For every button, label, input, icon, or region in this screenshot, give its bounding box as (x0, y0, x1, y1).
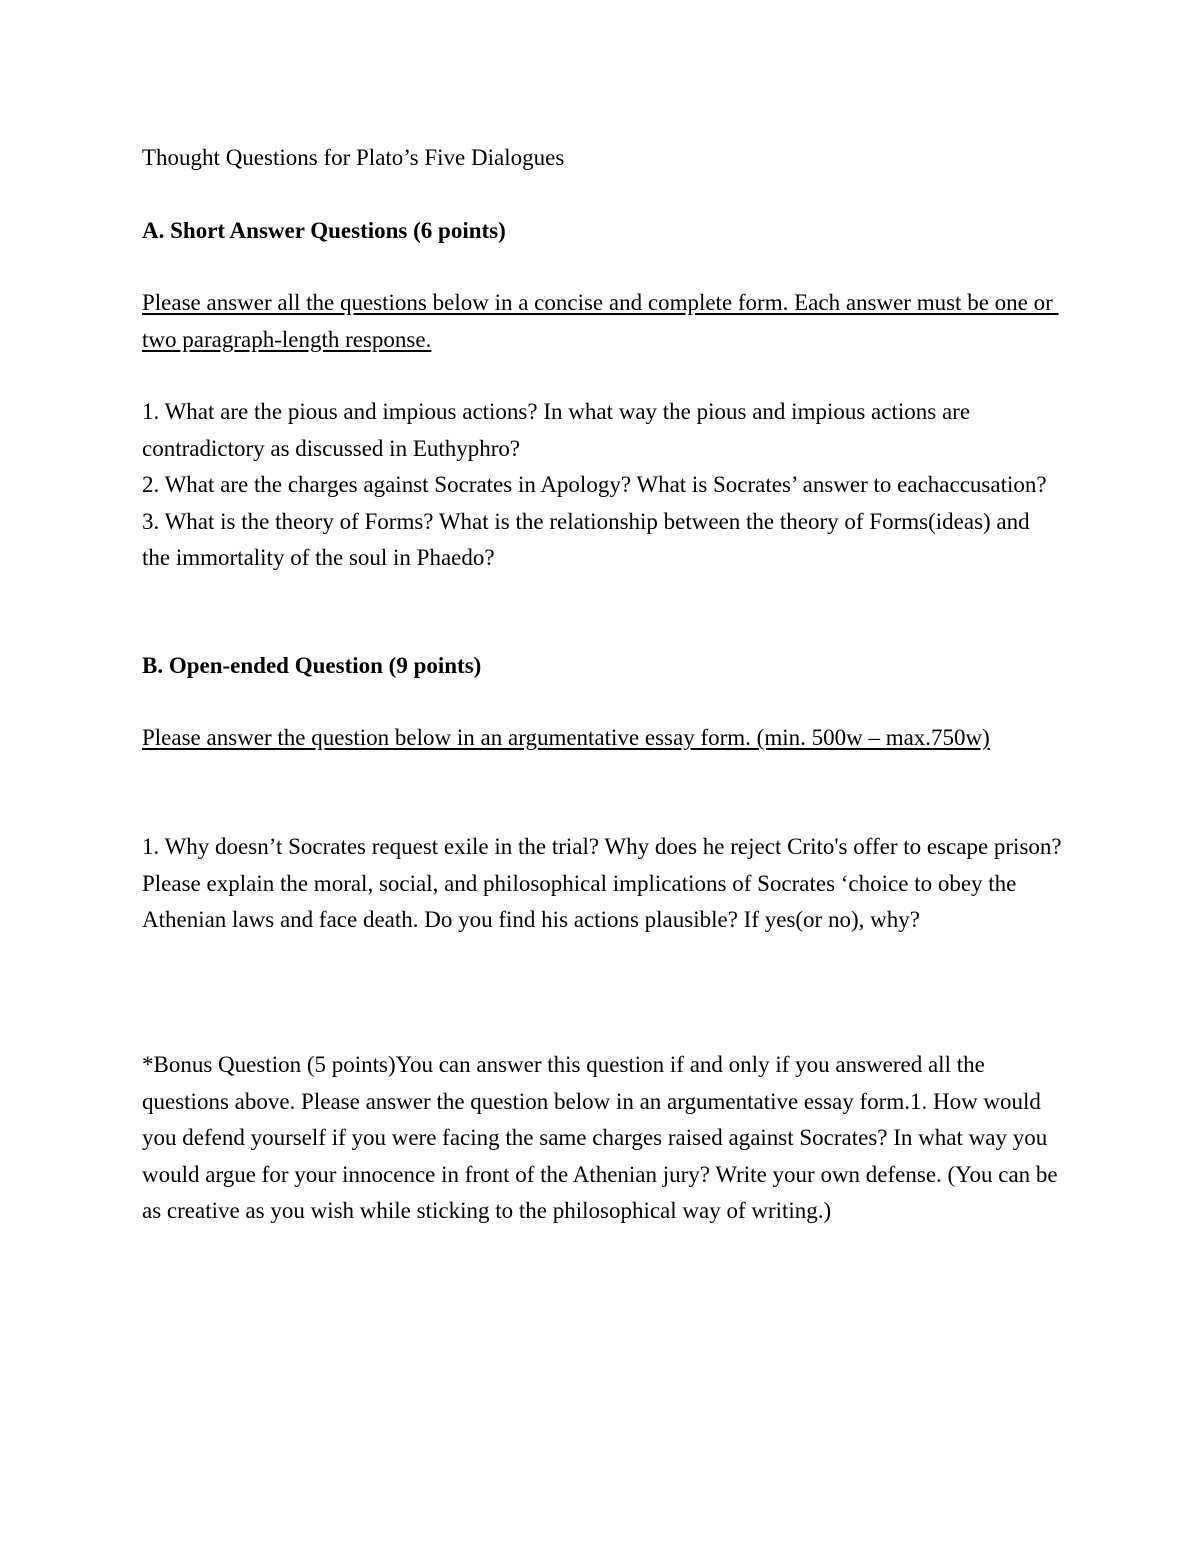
section-b-heading: B. Open-ended Question (9 points) (142, 653, 482, 678)
section-b-question: 1. Why doesn’t Socrates request exile in the trial? Why does he reject Crito's offer to escape prison? Please explain the moral, social, and philosophical implications of Socrates ‘choice to obey the Athenian laws and face death. Do you find his actions plausible? If yes(or no), why? (142, 834, 1068, 932)
section-a-questions: 1. What are the pious and impious actions? In what way the pious and impious actions are contradictory as discussed in Euthyphro? 2. What are the charges against Socrates in Apology? What is Socrates’ answer to eachaccusation?3. What is the theory of Forms? What is the relationship between the theory of Forms(ideas) and the immortality of the soul in Phaedo? (142, 399, 1047, 570)
section-a-heading: A. Short Answer Questions (6 points) (142, 218, 506, 243)
document-title: Thought Questions for Plato’s Five Dialogues (142, 145, 565, 170)
section-a-instructions: Please answer all the questions below in a concise and complete form. Each answer must be one or two paragraph-length response. (142, 290, 1059, 352)
bonus-question: *Bonus Question (5 points)You can answer this question if and only if you answered all the questions above. Please answer the question below in an argumentative essay form.1. How would you defend yourself if you were facing the same charges raised against Socrates? In what way you would argue for your innocence in front of the Athenian jury? Write your own defense. (You can be as creative as you wish while sticking to the philosophical way of writing.) (142, 1052, 1064, 1223)
section-b-instructions: Please answer the question below in an argumentative essay form. (min. 500w – max.750w) (142, 725, 990, 750)
